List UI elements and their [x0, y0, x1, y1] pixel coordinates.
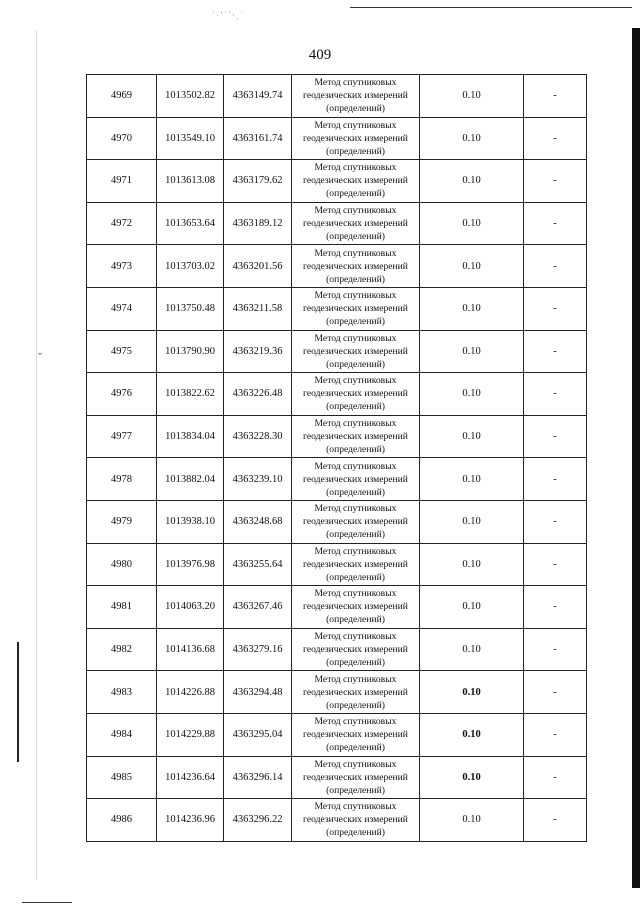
- note-cell: -: [524, 75, 587, 118]
- y-coordinate-cell: 4363296.14: [224, 756, 292, 799]
- y-coordinate-cell: 4363211.58: [224, 287, 292, 330]
- method-line: геодезических измерений: [303, 345, 408, 357]
- table-row: [87, 756, 587, 799]
- y-coordinate-cell: 4363179.62: [224, 160, 292, 203]
- note-cell: -: [524, 713, 587, 756]
- y-coordinate-cell: 4363239.10: [224, 458, 292, 501]
- method-line: (определений): [326, 231, 385, 243]
- point-number-cell: 4978: [87, 458, 157, 501]
- x-coordinate-cell: 1014063.20: [157, 586, 224, 629]
- x-coordinate-cell: 1013822.62: [157, 373, 224, 416]
- method-line: (определений): [326, 529, 385, 541]
- x-coordinate-cell: 1013502.82: [157, 75, 224, 118]
- accuracy-cell: 0.10: [420, 245, 524, 288]
- table-row: [87, 458, 587, 501]
- accuracy-cell: 0.10: [420, 373, 524, 416]
- accuracy-cell: 0.10: [420, 799, 524, 842]
- method-line: (определений): [326, 614, 385, 626]
- x-coordinate-cell: 1013613.08: [157, 160, 224, 203]
- method-line: (определений): [326, 316, 385, 328]
- method-line: (определений): [326, 827, 385, 839]
- x-coordinate-cell: 1013549.10: [157, 117, 224, 160]
- method-cell: [292, 500, 420, 543]
- point-number-cell: 4971: [87, 160, 157, 203]
- point-number-cell: 4979: [87, 500, 157, 543]
- accuracy-cell: 0.10: [420, 160, 524, 203]
- table-row: [87, 202, 587, 245]
- note-cell: -: [524, 245, 587, 288]
- method-cell: [292, 671, 420, 714]
- y-coordinate-cell: 4363161.74: [224, 117, 292, 160]
- table-row: [87, 287, 587, 330]
- method-line: (определений): [326, 145, 385, 157]
- method-line: геодезических измерений: [303, 132, 408, 144]
- method-line: Метод спутниковых: [314, 460, 397, 472]
- accuracy-cell: 0.10: [420, 458, 524, 501]
- method-cell: [292, 415, 420, 458]
- method-line: геодезических измерений: [303, 771, 408, 783]
- y-coordinate-cell: 4363226.48: [224, 373, 292, 416]
- x-coordinate-cell: 1013703.02: [157, 245, 224, 288]
- page-number: 409: [308, 47, 332, 63]
- scan-mark: [17, 642, 19, 762]
- method-line: Метод спутниковых: [314, 716, 397, 728]
- table-row: [87, 671, 587, 714]
- note-cell: -: [524, 117, 587, 160]
- note-cell: -: [524, 671, 587, 714]
- coordinates-table: [86, 74, 587, 842]
- method-cell: [292, 543, 420, 586]
- accuracy-cell: 0.10: [420, 756, 524, 799]
- method-cell: [292, 586, 420, 629]
- x-coordinate-cell: 1013938.10: [157, 500, 224, 543]
- point-number-cell: 4970: [87, 117, 157, 160]
- method-line: (определений): [326, 699, 385, 711]
- accuracy-cell: 0.10: [420, 202, 524, 245]
- method-line: геодезических измерений: [303, 814, 408, 826]
- method-line: Метод спутниковых: [314, 332, 397, 344]
- x-coordinate-cell: 1013976.98: [157, 543, 224, 586]
- table-row: [87, 586, 587, 629]
- method-line: Метод спутниковых: [314, 119, 397, 131]
- y-coordinate-cell: 4363228.30: [224, 415, 292, 458]
- note-cell: -: [524, 373, 587, 416]
- accuracy-cell: 0.10: [420, 330, 524, 373]
- accuracy-cell: 0.10: [420, 671, 524, 714]
- method-line: Метод спутниковых: [314, 247, 397, 259]
- point-number-cell: 4986: [87, 799, 157, 842]
- table-row: [87, 713, 587, 756]
- table-row: [87, 415, 587, 458]
- x-coordinate-cell: 1014136.68: [157, 628, 224, 671]
- method-line: Метод спутниковых: [314, 758, 397, 770]
- method-line: (определений): [326, 571, 385, 583]
- method-cell: [292, 628, 420, 671]
- table-row: [87, 330, 587, 373]
- method-cell: [292, 756, 420, 799]
- point-number-cell: 4981: [87, 586, 157, 629]
- method-line: геодезических измерений: [303, 175, 408, 187]
- table-row: [87, 628, 587, 671]
- note-cell: -: [524, 543, 587, 586]
- method-line: Метод спутниковых: [314, 503, 397, 515]
- table-row: [87, 543, 587, 586]
- x-coordinate-cell: 1013750.48: [157, 287, 224, 330]
- note-cell: -: [524, 330, 587, 373]
- y-coordinate-cell: 4363267.46: [224, 586, 292, 629]
- method-line: Метод спутниковых: [314, 545, 397, 557]
- method-line: (определений): [326, 657, 385, 669]
- top-rule: [350, 7, 632, 8]
- x-coordinate-cell: 1014236.96: [157, 799, 224, 842]
- method-line: Метод спутниковых: [314, 162, 397, 174]
- method-cell: [292, 330, 420, 373]
- method-line: геодезических измерений: [303, 644, 408, 656]
- method-cell: [292, 117, 420, 160]
- y-coordinate-cell: 4363219.36: [224, 330, 292, 373]
- method-line: геодезических измерений: [303, 431, 408, 443]
- point-number-cell: 4976: [87, 373, 157, 416]
- table-row: [87, 245, 587, 288]
- point-number-cell: 4975: [87, 330, 157, 373]
- method-line: (определений): [326, 188, 385, 200]
- method-line: Метод спутниковых: [314, 77, 397, 89]
- note-cell: -: [524, 756, 587, 799]
- x-coordinate-cell: 1014236.64: [157, 756, 224, 799]
- scan-smudge: ˙·ʼ˙ˊ·ˏ˙: [212, 10, 244, 20]
- method-line: Метод спутниковых: [314, 205, 397, 217]
- method-line: Метод спутниковых: [314, 375, 397, 387]
- accuracy-cell: 0.10: [420, 287, 524, 330]
- method-line: Метод спутниковых: [314, 673, 397, 685]
- note-cell: -: [524, 586, 587, 629]
- point-number-cell: 4973: [87, 245, 157, 288]
- scan-tick: ˇ: [38, 350, 42, 364]
- method-cell: [292, 245, 420, 288]
- method-line: (определений): [326, 273, 385, 285]
- method-line: геодезических измерений: [303, 388, 408, 400]
- point-number-cell: 4969: [87, 75, 157, 118]
- method-line: (определений): [326, 444, 385, 456]
- point-number-cell: 4980: [87, 543, 157, 586]
- method-line: (определений): [326, 742, 385, 754]
- method-cell: [292, 160, 420, 203]
- scan-edge-bar: [632, 28, 640, 888]
- note-cell: -: [524, 160, 587, 203]
- method-line: геодезических измерений: [303, 516, 408, 528]
- method-line: геодезических измерений: [303, 473, 408, 485]
- method-cell: [292, 75, 420, 118]
- margin-line: [36, 30, 37, 880]
- x-coordinate-cell: 1013882.04: [157, 458, 224, 501]
- method-cell: [292, 373, 420, 416]
- note-cell: -: [524, 287, 587, 330]
- point-number-cell: 4985: [87, 756, 157, 799]
- point-number-cell: 4974: [87, 287, 157, 330]
- method-cell: [292, 713, 420, 756]
- table-row: [87, 160, 587, 203]
- table-row: [87, 75, 587, 118]
- x-coordinate-cell: 1014226.88: [157, 671, 224, 714]
- method-cell: [292, 202, 420, 245]
- y-coordinate-cell: 4363149.74: [224, 75, 292, 118]
- note-cell: -: [524, 799, 587, 842]
- method-line: (определений): [326, 358, 385, 370]
- table-row: [87, 500, 587, 543]
- method-line: геодезических измерений: [303, 601, 408, 613]
- point-number-cell: 4972: [87, 202, 157, 245]
- method-line: геодезических измерений: [303, 218, 408, 230]
- method-line: геодезических измерений: [303, 90, 408, 102]
- method-line: Метод спутниковых: [314, 588, 397, 600]
- y-coordinate-cell: 4363189.12: [224, 202, 292, 245]
- method-cell: [292, 799, 420, 842]
- method-line: геодезических измерений: [303, 686, 408, 698]
- accuracy-cell: 0.10: [420, 500, 524, 543]
- method-line: (определений): [326, 401, 385, 413]
- note-cell: -: [524, 202, 587, 245]
- table-row: [87, 799, 587, 842]
- x-coordinate-cell: 1014229.88: [157, 713, 224, 756]
- x-coordinate-cell: 1013790.90: [157, 330, 224, 373]
- method-line: Метод спутниковых: [314, 290, 397, 302]
- accuracy-cell: 0.10: [420, 628, 524, 671]
- accuracy-cell: 0.10: [420, 543, 524, 586]
- method-line: Метод спутниковых: [314, 801, 397, 813]
- x-coordinate-cell: 1013653.64: [157, 202, 224, 245]
- accuracy-cell: 0.10: [420, 713, 524, 756]
- method-line: (определений): [326, 103, 385, 115]
- method-line: геодезических измерений: [303, 303, 408, 315]
- y-coordinate-cell: 4363255.64: [224, 543, 292, 586]
- accuracy-cell: 0.10: [420, 415, 524, 458]
- point-number-cell: 4977: [87, 415, 157, 458]
- point-number-cell: 4984: [87, 713, 157, 756]
- method-line: (определений): [326, 784, 385, 796]
- note-cell: -: [524, 458, 587, 501]
- y-coordinate-cell: 4363295.04: [224, 713, 292, 756]
- y-coordinate-cell: 4363294.48: [224, 671, 292, 714]
- table-body: [87, 75, 587, 842]
- accuracy-cell: 0.10: [420, 75, 524, 118]
- method-line: (определений): [326, 486, 385, 498]
- y-coordinate-cell: 4363201.56: [224, 245, 292, 288]
- table-row: [87, 373, 587, 416]
- accuracy-cell: 0.10: [420, 586, 524, 629]
- note-cell: -: [524, 500, 587, 543]
- y-coordinate-cell: 4363296.22: [224, 799, 292, 842]
- method-line: Метод спутниковых: [314, 631, 397, 643]
- method-cell: [292, 287, 420, 330]
- point-number-cell: 4982: [87, 628, 157, 671]
- method-line: геодезических измерений: [303, 729, 408, 741]
- y-coordinate-cell: 4363248.68: [224, 500, 292, 543]
- method-line: геодезических измерений: [303, 558, 408, 570]
- accuracy-cell: 0.10: [420, 117, 524, 160]
- method-line: Метод спутниковых: [314, 418, 397, 430]
- note-cell: -: [524, 628, 587, 671]
- point-number-cell: 4983: [87, 671, 157, 714]
- note-cell: -: [524, 415, 587, 458]
- bottom-rule: [22, 902, 72, 903]
- method-line: геодезических измерений: [303, 260, 408, 272]
- table-row: [87, 117, 587, 160]
- x-coordinate-cell: 1013834.04: [157, 415, 224, 458]
- y-coordinate-cell: 4363279.16: [224, 628, 292, 671]
- method-cell: [292, 458, 420, 501]
